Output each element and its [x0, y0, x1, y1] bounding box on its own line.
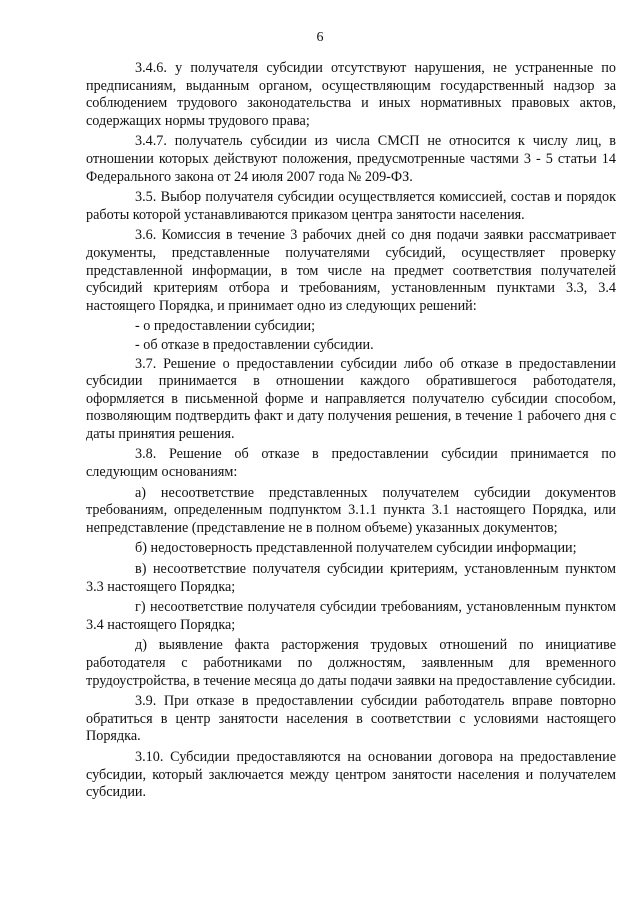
document-body	[86, 60, 616, 805]
list-item-3-8-b: б) недостоверность представленной получателем субсидии информации;	[135, 540, 577, 557]
list-item-3-8-g: г) несоответствие получателя субсидии требованиям, установленным пунктом 3.4 настоящего Порядка;	[86, 599, 616, 633]
paragraph-3-7: 3.7. Решение о предоставлении субсидии либо об отказе в предоставлении субсидии принимается в отношении каждого обратившегося работодателя, оформляется в письменной форме и направляется получателю субсидии способом, позволяющим подтвердить факт и дату получения решения, в течение 1 рабочего дня с даты принятия решения.	[86, 355, 616, 442]
list-item-3-8-a: а) несоответствие представленных получателем субсидии документов требованиям, определенным подпунктом 3.1.1 пункта 3.1 настоящего Порядка, или непредставление (представление не в полном объеме) указанных документов;	[86, 484, 616, 536]
paragraph-3-6: 3.6. Комиссия в течение 3 рабочих дней со дня подачи заявки рассматривает документы, представленные получателями субсидий, осуществляет проверку представленной информации, в том числе на предмет соответствия получателей субсидий критериям отбора и требованиям, установленным пунктами 3.3, 3.4 настоящего Порядка, и принимает одно из следующих решений:	[86, 227, 616, 314]
list-item-refusal-decision: - об отказе в предоставлении субсидии.	[135, 336, 374, 353]
paragraph-3-4-6: 3.4.6. у получателя субсидии отсутствуют нарушения, не устраненные по предписаниям, выданным органом, осуществляющим государственный надзор за соблюдением трудового законодательства и иных нормативных правовых актов, содержащих нормы трудового права;	[86, 60, 616, 129]
list-item-3-8-d: д) выявление факта расторжения трудовых отношений по инициативе работодателя с работниками по должностям, заявленным для временного трудоустройства, в течение месяца до даты подачи заявки на предоставление субсидии.	[86, 637, 616, 689]
paragraph-3-10: 3.10. Субсидии предоставляются на основании договора на предоставление субсидии, который заключается между центром занятости населения и получателем субсидии.	[86, 748, 616, 801]
paragraph-3-9: 3.9. При отказе в предоставлении субсидии работодатель вправе повторно обратиться в центр занятости населения в соответствии с условиями настоящего Порядка.	[86, 693, 616, 745]
paragraph-3-8: 3.8. Решение об отказе в предоставлении субсидии принимается по следующим основаниям:	[86, 446, 616, 481]
list-item-grant-decision: - о предоставлении субсидии;	[135, 318, 316, 335]
paragraph-3-4-7: 3.4.7. получатель субсидии из числа СМСП не относится к числу лиц, в отношении которых действуют положения, предусмотренные частями 3 - 5 статьи 14 Федерального закона от 24 июля 2007 года № 209-ФЗ.	[86, 133, 616, 185]
list-item-3-8-v: в) несоответствие получателя субсидии критериям, установленным пунктом 3.3 настоящего Порядка;	[86, 561, 616, 595]
page-number: 6	[316, 30, 324, 45]
paragraph-3-5: 3.5. Выбор получателя субсидии осуществляется комиссией, состав и порядок работы которой устанавливаются приказом центра занятости населения.	[86, 189, 616, 223]
